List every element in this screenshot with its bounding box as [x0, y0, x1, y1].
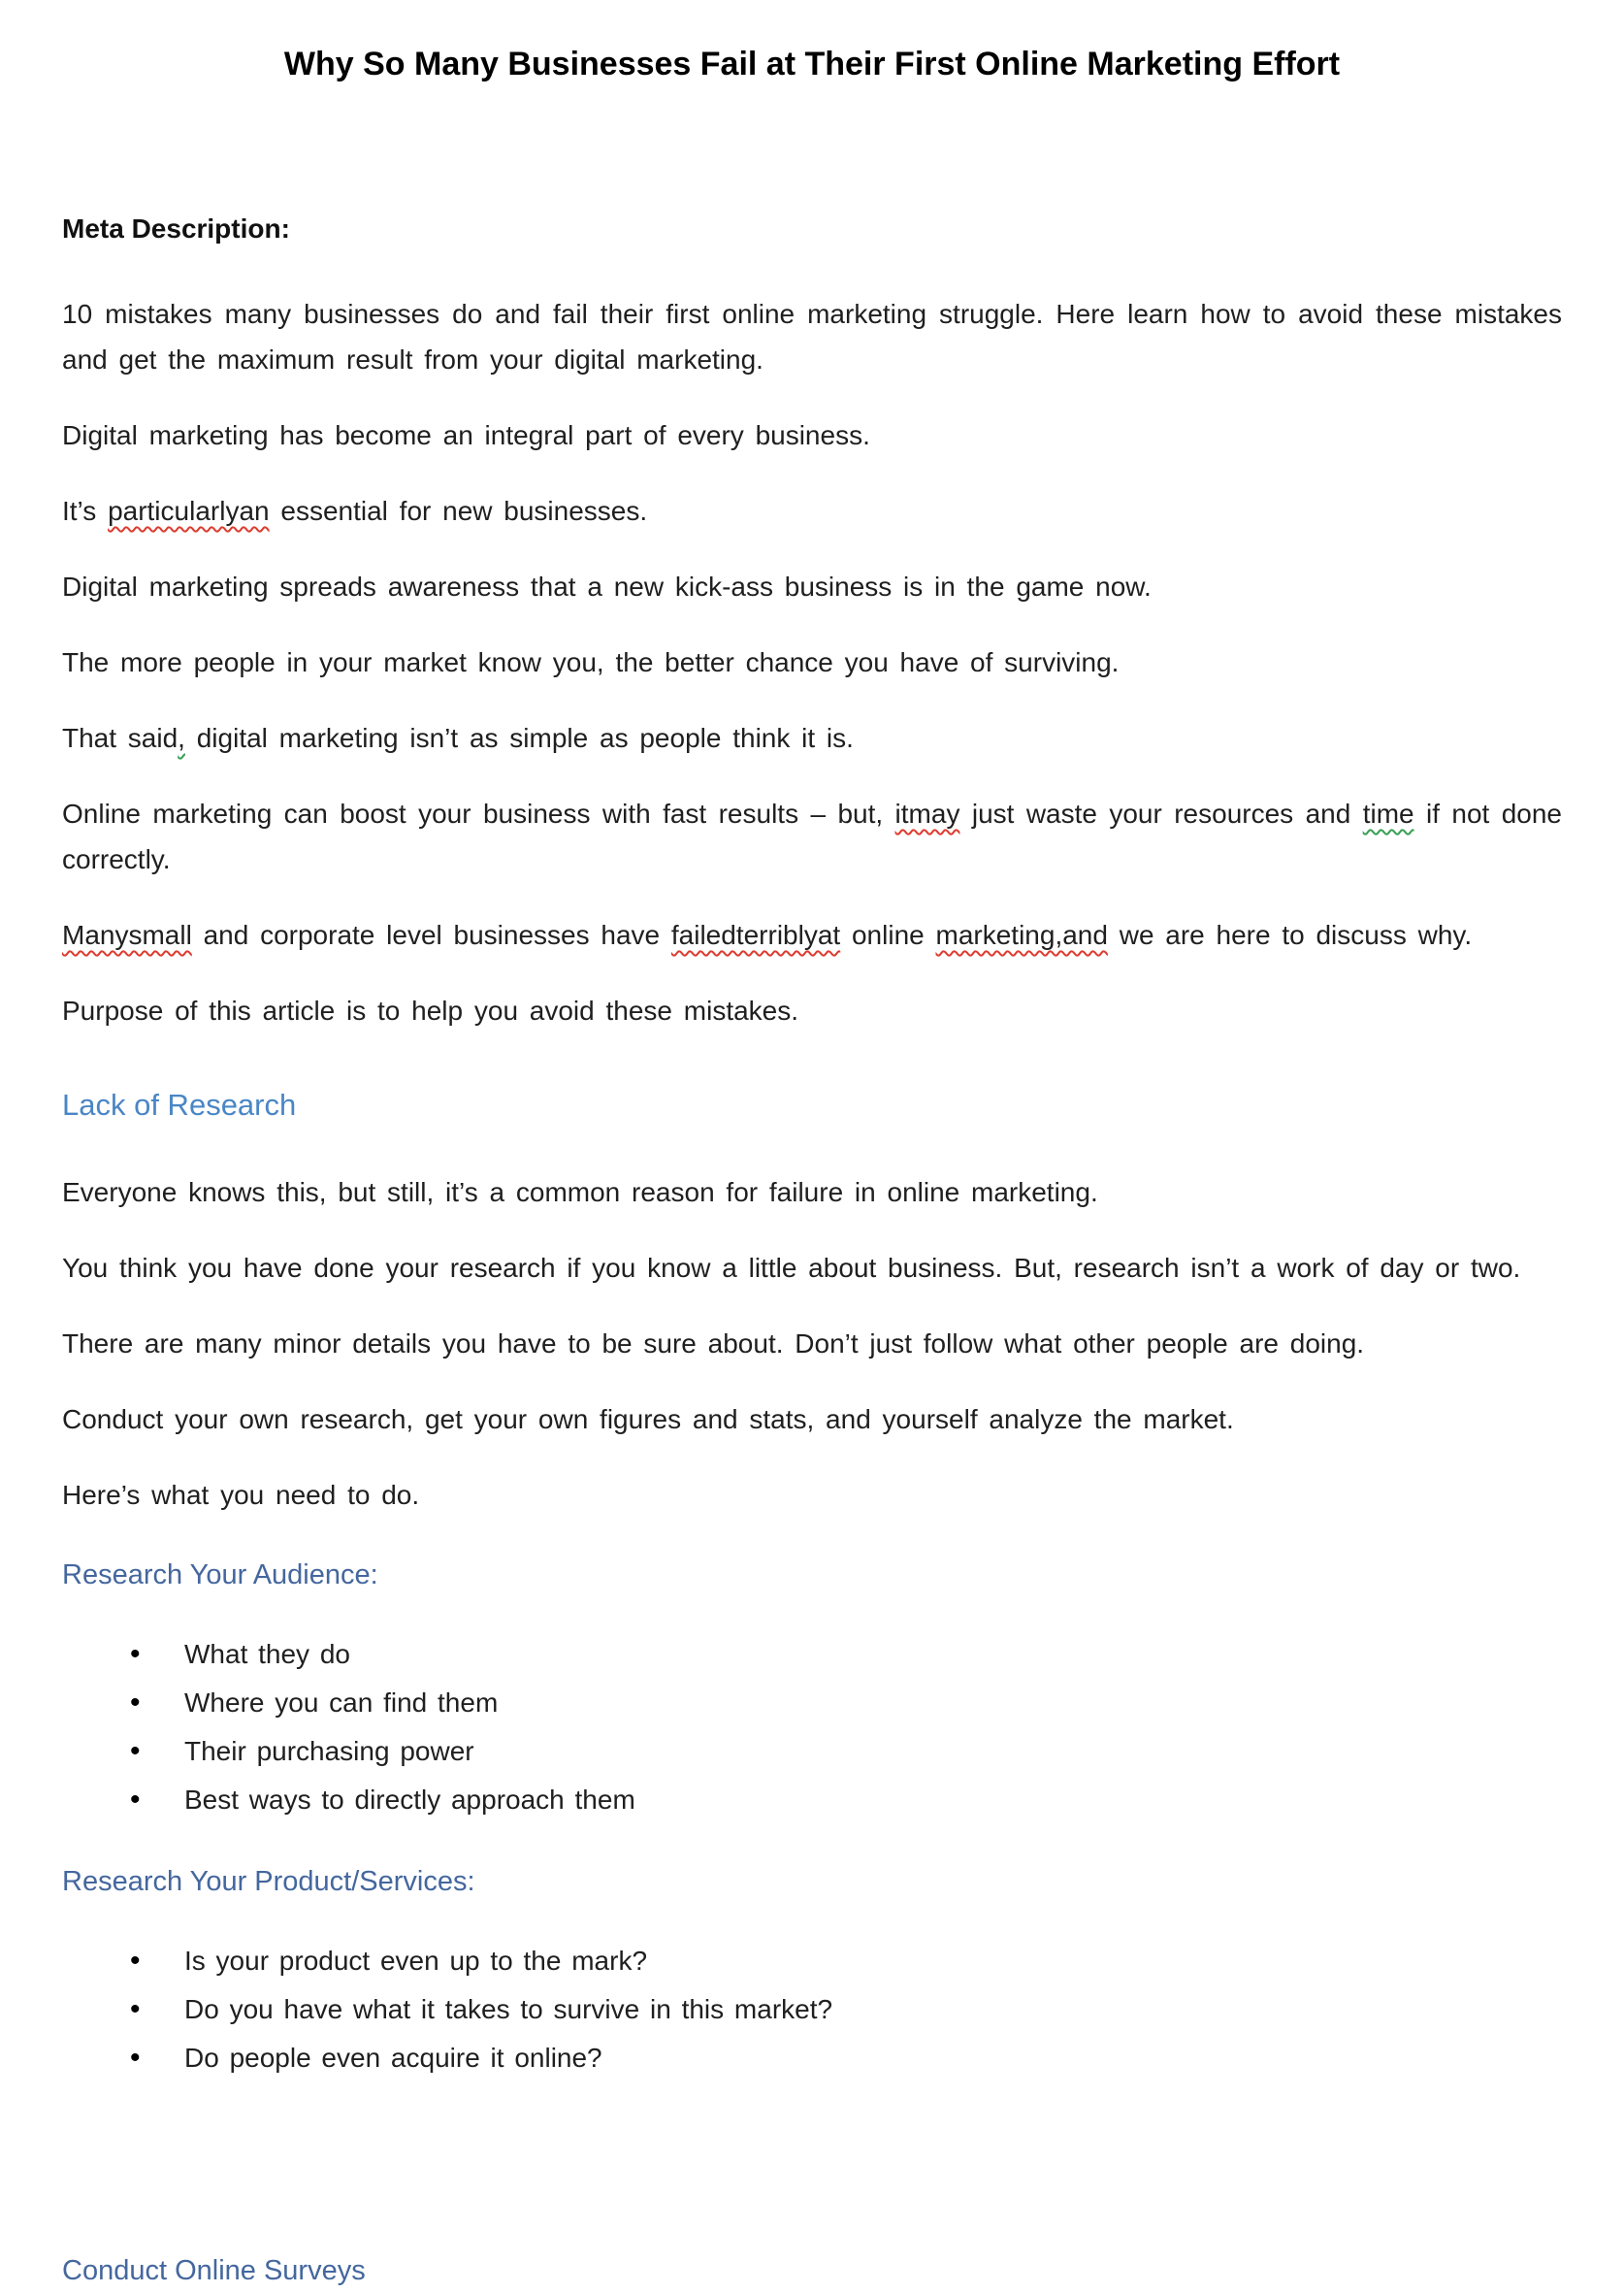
subsection-heading: Conduct Online Surveys — [62, 2255, 366, 2286]
subsection-heading: Research Your Product/Services: — [62, 1866, 475, 1897]
text-run: 10 mistakes many businesses do and fail their first online marketing struggle. Here learn how to avoid these mistakes and get the maximum result from your digital marketing. — [62, 299, 1562, 375]
paragraph — [62, 1472, 1562, 1518]
document-title: Why So Many Businesses Fail at Their First Online Marketing Effort — [283, 46, 1341, 82]
grammar-flagged-text: time — [1362, 799, 1414, 829]
bullet-item: • Their purchasing power — [130, 1727, 1562, 1776]
paragraph — [62, 488, 1562, 534]
paragraph — [62, 1396, 1562, 1442]
text-run: online — [840, 920, 936, 950]
text-run: That said — [62, 723, 179, 753]
section-heading: Lack of Research — [62, 1088, 297, 1122]
text-run: and corporate level businesses have — [191, 920, 671, 950]
bullet-list — [62, 1630, 1562, 1824]
text-run: It’s — [62, 496, 109, 526]
meta-description-label: Meta Description: — [62, 213, 290, 244]
text-run: digital marketing isn’t as simple as people think it is. — [184, 723, 854, 753]
bullet-item: • Do people even acquire it online? — [130, 2034, 1562, 2082]
text-run: Everyone knows this, but still, it’s a common reason for failure in online marketing. — [62, 1177, 1098, 1207]
misspelled-text: failedterriblyat — [670, 920, 841, 950]
paragraph — [62, 291, 1562, 382]
paragraph — [62, 412, 1562, 458]
bullet-list — [62, 1937, 1562, 2082]
text-run: essential for new businesses. — [269, 496, 648, 526]
text-run: Here’s what you need to do. — [62, 1480, 420, 1510]
text-run: There are many minor details you have to be sure about. Don’t just follow what other people are doing. — [62, 1328, 1365, 1359]
paragraph — [62, 791, 1562, 882]
misspelled-text: itmay — [894, 799, 960, 829]
text-run: Digital marketing spreads awareness that a new kick-ass business is in the game now. — [62, 572, 1152, 602]
bullet-item: • Do you have what it takes to survive in this market? — [130, 1985, 1562, 2034]
paragraph — [62, 1321, 1562, 1366]
bullet-item: • What they do — [130, 1630, 1562, 1679]
grammar-flagged-text: , — [178, 723, 185, 753]
text-run: Purpose of this article is to help you avoid these mistakes. — [62, 996, 799, 1026]
text-run: if not done correctly. — [62, 799, 1563, 874]
bullet-item: • Where you can find them — [130, 1679, 1562, 1727]
paragraph — [62, 564, 1562, 609]
paragraph — [62, 988, 1562, 1033]
bullet-item: • Best ways to directly approach them — [130, 1776, 1562, 1824]
paragraph — [62, 1245, 1562, 1291]
misspelled-text: particularlyan — [108, 496, 270, 526]
misspelled-text: Manysmall — [62, 920, 192, 950]
text-run: Digital marketing has become an integral part of every business. — [62, 420, 870, 450]
paragraph — [62, 715, 1562, 761]
text-run: just waste your resources and — [959, 799, 1363, 829]
paragraph — [62, 912, 1562, 958]
text-run: we are here to discuss why. — [1107, 920, 1473, 950]
subsection-heading: Research Your Audience: — [62, 1559, 378, 1590]
misspelled-text: marketing,and — [935, 920, 1108, 950]
text-run: You think you have done your research if you know a little about business. But, research isn’t a work of day or two. — [62, 1253, 1521, 1283]
paragraph — [62, 639, 1562, 685]
text-run: The more people in your market know you, the better chance you have of surviving. — [62, 647, 1120, 677]
text-run: Online marketing can boost your business with fast results – but, — [62, 799, 895, 829]
bullet-item: • Is your product even up to the mark? — [130, 1937, 1562, 1985]
paragraph — [62, 1169, 1562, 1215]
text-run: Conduct your own research, get your own figures and stats, and yourself analyze the market. — [62, 1404, 1234, 1434]
